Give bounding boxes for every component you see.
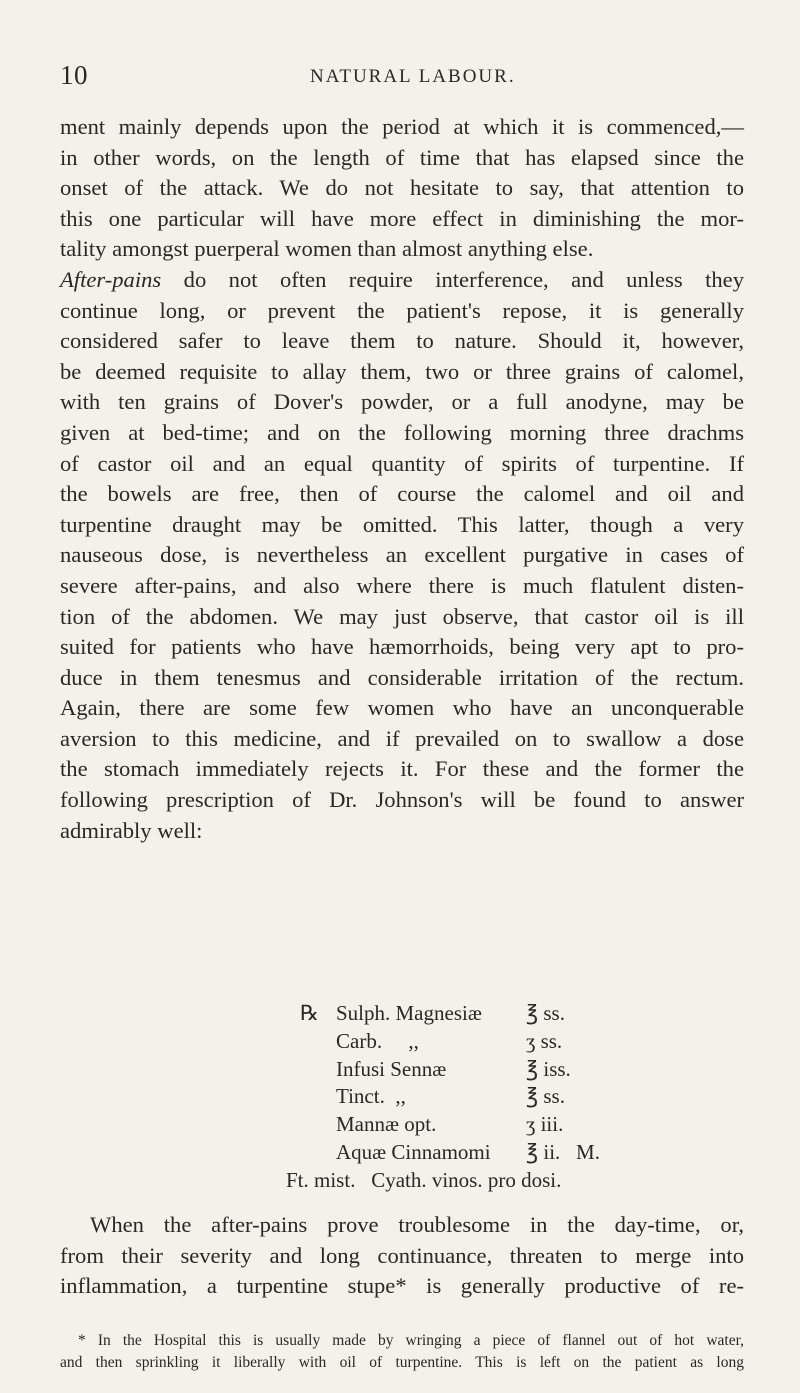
ingredient-name: Carb. ,, xyxy=(336,1028,419,1053)
text-line: tality amongst puerperal women than almost anything else. xyxy=(60,236,594,262)
ingredient-name: Aquæ Cinnamomi xyxy=(336,1139,491,1164)
text-line: turpentine draught may be omitted. This latter, though a very xyxy=(60,511,744,537)
text-line: tion of the abdomen. We may just observe, that castor oil is ill xyxy=(60,603,744,629)
italic-term: After-pains xyxy=(60,266,162,292)
text-line: nauseous dose, is nevertheless an excellent purgative in cases of xyxy=(60,542,744,568)
footnote xyxy=(60,1330,744,1374)
prescription-directions-row xyxy=(286,1167,740,1195)
text-line: inflammation, a turpentine stupe* is generally productive of re- xyxy=(60,1273,744,1299)
text-line: this one particular will have more effect in diminishing the mor- xyxy=(60,205,744,231)
text-line: onset of the attack. We do not hesitate to say, that attention to xyxy=(60,175,744,201)
prescription-row xyxy=(300,1000,740,1028)
text-line: be deemed requisite to allay them, two or three grains of calomel, xyxy=(60,358,744,384)
footnote-line: and then sprinkling it liberally with oil of turpentine. This is left on the patient as long xyxy=(60,1354,744,1371)
text-fragment: do not often require interference, and unless they xyxy=(161,266,744,292)
rx-symbol: ℞ xyxy=(300,1001,319,1025)
text-line xyxy=(60,265,744,296)
text-line: continue long, or prevent the patient's repose, it is generally xyxy=(60,297,744,323)
ingredient-dose: ℥ ss. xyxy=(526,1084,565,1109)
text-line: Again, there are some few women who have an unconquerable xyxy=(60,695,744,721)
ingredient-name: Tinct. ,, xyxy=(336,1084,406,1109)
text-line: suited for patients who have hæmorrhoids, being very apt to pro- xyxy=(60,634,744,660)
ingredient-name: Infusi Sennæ xyxy=(336,1056,447,1081)
prescription-row xyxy=(300,1139,740,1167)
ingredient-name: Sulph. Magnesiæ xyxy=(336,1001,482,1025)
prescription-row xyxy=(300,1083,740,1111)
text-line: When the after-pains prove troublesome in the day-time, or, xyxy=(90,1212,744,1237)
text-line: considered safer to leave them to nature. Should it, however, xyxy=(60,328,744,354)
text-line: following prescription of Dr. Johnson's will be found to answer xyxy=(60,787,744,813)
text-line: from their severity and long continuance, threaten to merge into xyxy=(60,1242,744,1268)
footnote-line: * In the Hospital this is usually made by wringing a piece of flannel out of hot water, xyxy=(78,1332,744,1349)
text-line: in other words, on the length of time that has elapsed since the xyxy=(60,144,744,170)
ingredient-name: Mannæ opt. xyxy=(336,1112,437,1137)
text-line: given at bed-time; and on the following morning three drachms xyxy=(60,419,744,445)
text-line: with ten grains of Dover's powder, or a full anodyne, may be xyxy=(60,389,744,415)
text-line: aversion to this medicine, and if prevailed on to swallow a dose xyxy=(60,725,744,751)
prescription-row xyxy=(300,1056,740,1084)
ingredient-dose: ʒ iii. xyxy=(526,1112,564,1137)
closing-paragraph xyxy=(60,1210,744,1302)
text-line: duce in them tenesmus and considerable irritation of the rectum. xyxy=(60,664,744,690)
ingredient-dose: ʒ ss. xyxy=(526,1028,563,1053)
prescription xyxy=(286,1000,740,1195)
page-number: 10 xyxy=(60,60,88,90)
ingredient-dose: ℥ ii. M. xyxy=(526,1139,600,1164)
running-head: NATURAL LABOUR. xyxy=(310,66,516,87)
prescription-row xyxy=(300,1028,740,1056)
text-line: ment mainly depends upon the period at which it is commenced,— xyxy=(60,114,744,139)
text-line: admirably well: xyxy=(60,817,203,843)
text-line: the bowels are free, then of course the calomel and oil and xyxy=(60,481,744,507)
ingredient-dose: ℥ iss. xyxy=(526,1056,571,1081)
text-line: of castor oil and an equal quantity of spirits of turpentine. If xyxy=(60,450,744,476)
ingredient-dose: ℥ ss. xyxy=(526,1001,565,1025)
prescription-row xyxy=(300,1111,740,1139)
page-header xyxy=(0,58,800,98)
prescription-directions: Ft. mist. Cyath. vinos. pro dosi. xyxy=(286,1167,562,1192)
text-line: severe after-pains, and also where there is much flatulent disten- xyxy=(60,572,744,598)
main-text xyxy=(60,112,744,846)
text-line: the stomach immediately rejects it. For these and the former the xyxy=(60,756,744,782)
